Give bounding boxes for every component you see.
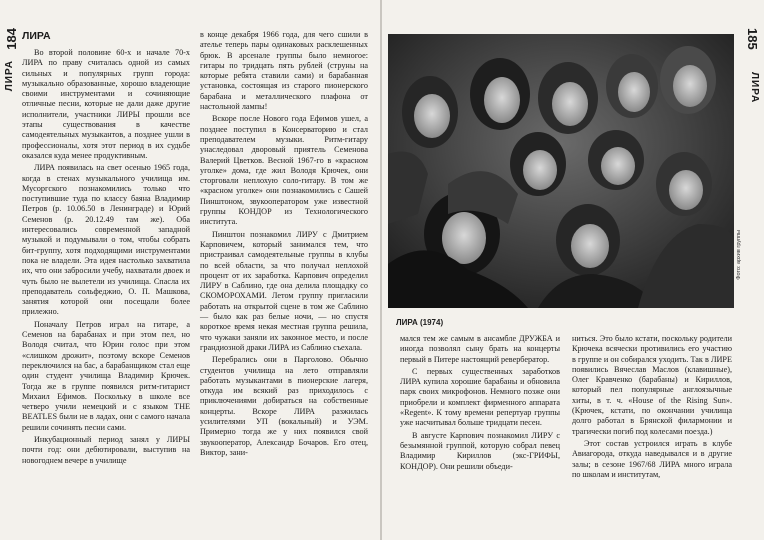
left-column-2 [200,30,368,460]
paragraph: Инкубационный период занял у ЛИРЫ почти год: они дебютировали, выступив на новогоднем вечере в училище [22,434,190,465]
paragraph: мался тем же самым в ансамбле ДРУЖБА и иногда позволял сыну брать на концерты первый в Питере настоящий ревербератор. [400,334,560,364]
paragraph: в конце декабря 1966 года, для чего сшили в ателье теперь пары одинаковых расклешенных брюк. В арсенале группы было немногое: гитары по тридцать пять рублей (струны на которые ребята ставили сами) и барабанная установка, состоящая из старого пионерского барабана и металлического плафона от настольной лампы! [200,30,368,112]
running-head-right: ЛИРА [749,72,760,104]
paragraph: Во второй половине 60-х и начале 70-х ЛИРА по праву считалась одной из самых сильных и популярных групп города: музыкально образованные, хорошо владеющие своими инструментами и сочиняющие отличные песни, которые не дали даже другие исполнители, участники ЛИРЫ прошли все этапы существования в качестве самодеятельных музыкантов, а позднее ушли в профессионалы, хотя этот период в их судьбе оказался куда менее продуктивным. [22,48,190,160]
paragraph: ЛИРА появилась на свет осенью 1965 года, когда в стенах музыкального училища им. Мусоргского познакомились только что поступившие туда по классу баяна Владимир Петров (р. 10.06.50 в Ленинграде) и Юрий Семенов (р. 20.12.49 там же). Оба интересовались современной западной музыкой и подумывали о том, чтобы собрать бит-группу, хотя подходящими инструментами пока не владели. Эта идея настолько захватила их, что они забросили учебу, нахватали двоек и чуть было не вылетели из училища. Спасла их преподаватель сольфеджио, О. П. Машкова, занятия которой они посещали более прилежно. [22,163,190,317]
right-column-1 [400,334,560,474]
paragraph: Этот состав устроился играть в клубе Авиагорода, откуда наведывался и в другие залы; в сезоне 1967/68 ЛИРА много играла по школам и институтам, [572,438,732,479]
right-page [382,0,764,540]
photo-credit: Фото: архив группы [736,230,742,280]
band-photo [388,34,734,308]
photo-caption: ЛИРА (1974) [396,318,444,327]
paragraph: Перебрались они в Парголово. Обычно студентов училища на лето отправляли работать музыкантами в пионерские лагеря, откуда им всякий раз приходилось с приключениями добираться на собственные концерты. Вскоре ЛИРА разжилась усилителями УП (вокальный) и УЭМ. Примерно тогда же у них появился свой звукооператор, Александр Бочаров. Его отец, Виктор, зани- [200,355,368,457]
paragraph: ниться. Это было кстати, поскольку родители Крючека всячески противились его участию в группе и он собирался уходить. Так в ЛИРЕ появились Вячеслав Маслов (клавишные), Олег Кравченко (барабаны) и Кириллов, который пел популярные англоязычные хиты, в т. ч. «House of the Rising Sun». (Крючек, кстати, по окончании училища долго работал в Брянской филармонии и трагически погиб под колесами поезда.) [572,334,732,436]
paragraph: Поначалу Петров играл на гитаре, а Семенов на барабанах и при этом пел, но Володя считал, что Юрин голос при этом «слишком дрожит», поэтому вскоре Семенов переключился на бас, а барабанщиком стал еще один студент училища Владимир Крючек. Тогда же в группе появился ритм-гитарист Михаил Ефимов. Поскольку в школе все четверо учили немецкий и с языком THE BEATLES были не в ладах, они с самого начала решили сочинять песни сами. [22,319,190,432]
paragraph: Пинштон познакомил ЛИРУ с Дмитрием Карповичем, который занимался тем, что пристраивал самодеятельные группы в клубы по всей области, за что получал неплохой процент от их заработка. Карпович определил ЛИРУ в Саблино, где она делила площадку со СКОМОРОХАМИ. Летом группу пригласили работать на открытой сцене в том же Саблино — было как раз белые ночи, — но спустя короткое время некая местная группа решила, что чужаки заняли их законное место, и после грандиозной драки ЛИРА из Саблино съехала. [200,229,368,352]
right-column-2 [572,334,732,482]
running-head-left: ЛИРА [4,60,15,92]
paragraph: Вскоре после Нового года Ефимов ушел, а позднее поступил в Консерваторию и стал преподавателем музыки. Ритм-гитару унаследовал дворовый приятель Семенова Валерий Цветков. Весной 1967-го в «красном уголке» дома, где жил Володя Крючек, они сторговали неплохую соло-гитару. В том же «красном уголке» они познакомились с Сашей Пинштоном, звукооператором уже известной группы КОНДОР из Технологического института. [200,114,368,227]
left-page [0,0,380,540]
left-column-1 [22,48,190,468]
page-number-right: 185 [745,28,760,50]
paragraph: С первых существенных заработков ЛИРА купила хорошие барабаны и обновила парк своих микрофонов. Немного позже они приобрели и комплект фирменного аппарата «Regent». К тому времени репертуар группы уже насчитывал больше тридцати песен. [400,366,560,428]
paragraph: В августе Карпович познакомил ЛИРУ с безымянной группой, которую собрал певец Владимир Кириллов (экс-ГРИФЫ, КОНДОР). Они решили объеди- [400,430,560,471]
page-number-left: 184 [4,28,19,50]
section-title: ЛИРА [22,30,51,42]
